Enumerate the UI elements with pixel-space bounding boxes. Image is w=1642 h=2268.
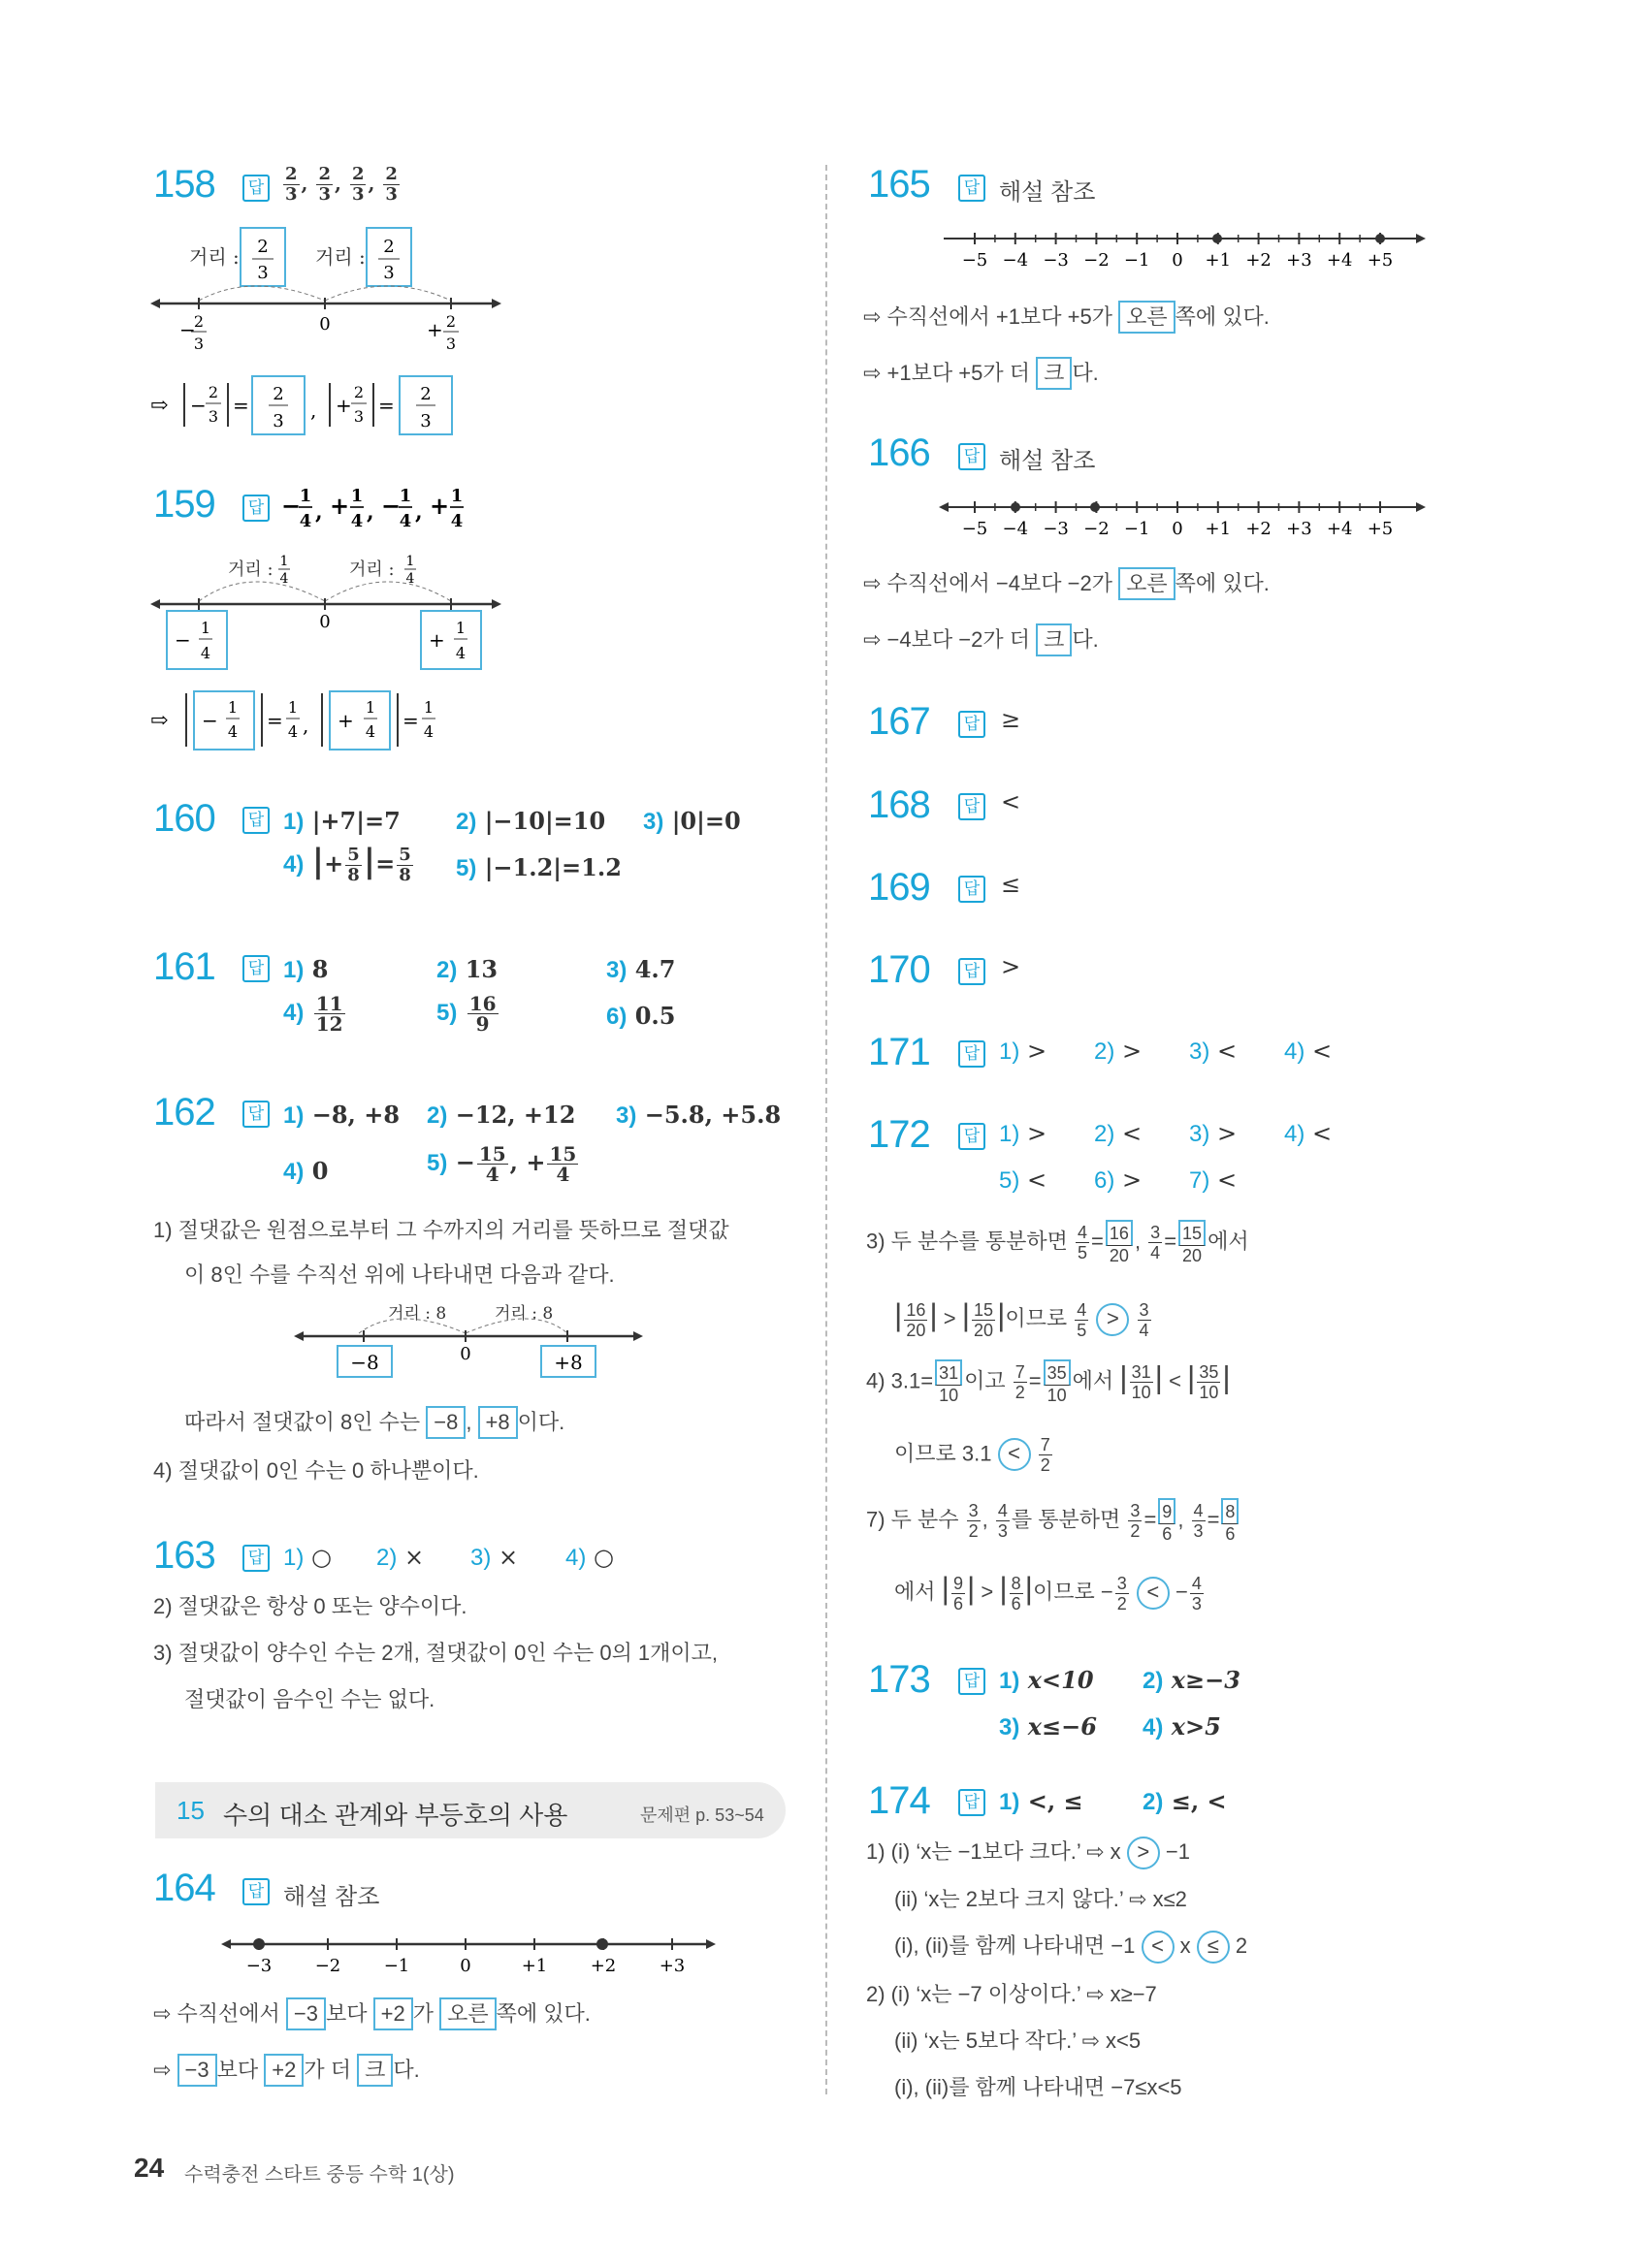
svg-text:2: 2 (353, 383, 365, 401)
problem-165-number: 165 (868, 163, 930, 206)
p173-item-2: 2) x≥−3 (1143, 1666, 1240, 1694)
svg-text:0: 0 (319, 314, 331, 335)
svg-text:1: 1 (279, 554, 289, 569)
svg-text:+: + (429, 628, 445, 652)
p171-item-1: 1) > (999, 1038, 1047, 1065)
svg-text:4: 4 (450, 511, 464, 531)
tick-label: −5 (961, 250, 988, 271)
svg-text:4: 4 (200, 644, 211, 662)
problem-166-number: 166 (868, 431, 930, 474)
p161-item-3: 3) 4.7 (606, 955, 676, 983)
p161-item-1: 1) 8 (283, 955, 329, 983)
p174-item-2: 2) ≤, < (1143, 1787, 1227, 1815)
p166-line-1: ⇨ 수직선에서 −4보다 −2가 오른 쪽에 있다. (863, 567, 1270, 600)
p172-item-4: 4) < (1284, 1120, 1333, 1147)
answer-badge: 답 (242, 955, 270, 982)
svg-text:⇨: ⇨ (150, 394, 169, 418)
p165-line-1: ⇨ 수직선에서 +1보다 +5가 오른 쪽에 있다. (863, 301, 1270, 334)
svg-text:1: 1 (299, 486, 312, 506)
tick-label: −3 (245, 1956, 273, 1976)
p158-number-line (145, 218, 514, 364)
p174-line-4: 2) (i) ‘x는 −7 이상이다.’ ⇨ x≥−7 (866, 1982, 1157, 2006)
p159-number-line (145, 548, 514, 674)
answer-badge: 답 (958, 711, 985, 738)
p161-item-4: 4) $\frac{11}{12}$ (283, 992, 343, 1036)
p158-answer: $\frac{2}{3}$ , $\frac{2}{3}$ , $\frac{2}{3}$ , $\frac{2}{3}$ (285, 164, 398, 205)
p161-item-2: 2) 13 (436, 955, 499, 983)
section-number: 15 (177, 1796, 205, 1825)
p172-item-1: 1) > (999, 1120, 1047, 1147)
answer-badge: 답 (242, 175, 270, 202)
p172-exp3-line2: | $\frac{16}{20}$ | > | $\frac{15}{20}$ |이므로 $\frac{4}{5}$ > $\frac{3}{4}$ (894, 1297, 1149, 1340)
p164-number-line (218, 1925, 723, 1983)
svg-text:1: 1 (287, 698, 299, 717)
svg-text:1: 1 (200, 619, 211, 637)
svg-text:,: , (315, 499, 323, 525)
svg-text:−: − (175, 628, 191, 652)
svg-text:2: 2 (445, 312, 457, 331)
svg-text:2: 2 (420, 384, 432, 404)
svg-text:4: 4 (227, 722, 239, 741)
p172-exp4-line1: 4) 3.1= $\frac{31}{10}$ 이고 $\frac{7}{2}$ = $\frac{35}{10}$ 에서 | $\frac{31}{10}$ | < | $\frac{35}{10}$ | (866, 1359, 1231, 1405)
problem-173-number: 173 (868, 1658, 930, 1701)
p163-explanation-3a: 3) 절댓값이 양수인 수는 2개, 절댓값이 0인 수는 0의 1개이고, (153, 1641, 719, 1665)
answer-badge: 답 (958, 443, 985, 470)
p174-line-6: (i), (ii)를 함께 나타내면 −7≤x<5 (894, 2075, 1182, 2099)
svg-text:4: 4 (455, 644, 467, 662)
problem-162-number: 162 (153, 1091, 215, 1134)
svg-text:거리 : 8: 거리 : 8 (388, 1304, 447, 1324)
svg-text:2: 2 (193, 312, 205, 331)
svg-text:1: 1 (423, 698, 435, 717)
answer-badge: 답 (958, 1789, 985, 1816)
tick-label: −1 (383, 1956, 410, 1976)
svg-text:−: − (281, 492, 302, 520)
tick-label: +1 (1205, 250, 1232, 271)
p172-item-3: 3) > (1189, 1120, 1238, 1147)
svg-text:+: + (430, 492, 450, 520)
svg-text:−: − (381, 492, 402, 520)
p162-explanation-4: 4) 절댓값이 0인 수는 0 하나뿐이다. (153, 1458, 479, 1483)
svg-text:3: 3 (257, 263, 269, 283)
p162-explanation-1b: 이 8인 수를 수직선 위에 나타내면 다음과 같다. (184, 1262, 615, 1287)
tick-label: +3 (1286, 519, 1312, 539)
svg-text:4: 4 (299, 511, 312, 531)
p172-exp3-line1: 3) 두 분수를 통분하면 $\frac{4}{5}$ = $\frac{16}{20}$ , $\frac{3}{4}$ = $\frac{15}{20}$ 에서 (866, 1220, 1249, 1265)
p174-item-1: 1) <, ≤ (999, 1787, 1083, 1815)
p171-item-2: 2) > (1094, 1038, 1143, 1065)
tick-label: −3 (1043, 519, 1069, 539)
answer-badge: 답 (242, 1878, 270, 1905)
page-number: 24 (134, 2153, 165, 2183)
p165-line-2: ⇨ +1보다 +5가 더 크 다. (863, 357, 1099, 390)
p161-item-6: 6) 0.5 (606, 1002, 676, 1030)
p160-item-4: 4) |+ $\frac{5}{8}$ |= $\frac{5}{8}$ (283, 842, 411, 885)
svg-text:거리 :: 거리 : (349, 559, 395, 580)
svg-text:=: = (402, 709, 419, 732)
svg-text:1: 1 (350, 486, 364, 506)
svg-text:,: , (415, 499, 423, 525)
svg-text:+: + (336, 394, 352, 417)
answer-badge: 답 (958, 876, 985, 903)
p158-abs-values (145, 368, 533, 446)
svg-text:0: 0 (319, 612, 331, 632)
svg-text:4: 4 (405, 571, 415, 587)
svg-text:2: 2 (208, 383, 219, 401)
answer-badge: 답 (242, 807, 270, 834)
column-divider (825, 165, 827, 2094)
tick-label: +2 (1245, 250, 1272, 271)
p172-exp4-line2: 이므로 3.1 < $\frac{7}{2}$ (894, 1435, 1050, 1475)
p172-item-6: 6) > (1094, 1166, 1143, 1194)
p164-answer: 해설 참조 (283, 1884, 380, 1910)
p163-item-1: 1) ○ (283, 1544, 332, 1571)
svg-text:4: 4 (350, 511, 364, 531)
p172-item-7: 7) < (1189, 1166, 1238, 1194)
p159-answer (276, 480, 529, 538)
problem-174-number: 174 (868, 1779, 930, 1822)
svg-text:3: 3 (353, 407, 365, 426)
tick-label: 0 (1172, 250, 1183, 271)
svg-text:4: 4 (423, 722, 435, 741)
answer-badge: 답 (242, 1101, 270, 1128)
svg-text:4: 4 (279, 571, 289, 587)
p163-item-2: 2) × (376, 1544, 425, 1571)
svg-text:−: − (179, 318, 196, 341)
problem-163-number: 163 (153, 1534, 215, 1577)
p172-exp7-line2: 에서 | $\frac{9}{6}$ | > | $\frac{8}{6}$ |이므로 − $\frac{3}{2}$ < − $\frac{4}{3}$ (894, 1571, 1202, 1613)
problem-164-number: 164 (153, 1867, 215, 1909)
svg-text:1: 1 (227, 698, 239, 717)
p163-item-3: 3) × (470, 1544, 519, 1571)
tick-label: −5 (961, 519, 988, 539)
svg-text:3: 3 (273, 411, 284, 431)
tick-label: −2 (1083, 519, 1110, 539)
problem-161-number: 161 (153, 945, 215, 988)
svg-text:거리 :: 거리 : (315, 245, 366, 269)
p167-answer: ≥ (1001, 706, 1021, 733)
svg-text:1: 1 (450, 486, 464, 506)
svg-text:⇨: ⇨ (150, 709, 169, 733)
svg-text:+: + (330, 492, 350, 520)
tick-label: +4 (1326, 519, 1353, 539)
tick-label: +1 (1205, 519, 1232, 539)
svg-text:+: + (338, 709, 354, 732)
tick-label: −3 (1043, 250, 1069, 271)
tick-label: 0 (460, 1956, 471, 1976)
svg-text:0: 0 (460, 1344, 471, 1364)
p172-item-5: 5) < (999, 1166, 1047, 1194)
section-header (155, 1782, 786, 1838)
problem-160-number: 160 (153, 797, 215, 840)
svg-text:3: 3 (420, 411, 432, 431)
p164-line-2: ⇨ −3 보다 +2 가 더 크 다. (153, 2054, 420, 2087)
problem-172-number: 172 (868, 1113, 930, 1156)
svg-text:,: , (303, 714, 309, 737)
tick-label: −2 (1083, 250, 1110, 271)
svg-text:=: = (233, 394, 249, 417)
svg-text:3: 3 (383, 263, 395, 283)
svg-text:2: 2 (257, 237, 269, 257)
svg-text:3: 3 (208, 407, 219, 426)
p166-line-2: ⇨ −4보다 −2가 더 크 다. (863, 623, 1099, 656)
tick-label: −2 (314, 1956, 341, 1976)
section-title: 수의 대소 관계와 부등호의 사용 (223, 1801, 568, 1830)
svg-text:+8: +8 (554, 1351, 583, 1374)
p169-answer: ≤ (1001, 871, 1021, 898)
tick-label: +4 (1326, 250, 1353, 271)
answer-badge: 답 (242, 1545, 270, 1572)
p162-item-2: 2) −12, +12 (427, 1101, 576, 1129)
p162-item-5: 5) − $\frac{15}{4}$ , + $\frac{15}{4}$ (427, 1142, 577, 1186)
svg-text:4: 4 (399, 511, 412, 531)
p173-item-1: 1) x<10 (999, 1666, 1094, 1694)
svg-text:4: 4 (365, 722, 376, 741)
problem-169-number: 169 (868, 866, 930, 909)
svg-text:4: 4 (287, 722, 299, 741)
p171-item-4: 4) < (1284, 1038, 1333, 1065)
p162-explanation-1c: 따라서 절댓값이 8인 수는 −8 , +8 이다. (184, 1406, 564, 1439)
p166-number-line (936, 490, 1431, 548)
tick-label: 0 (1172, 519, 1183, 539)
answer-badge: 답 (958, 175, 985, 202)
p163-explanation-2: 2) 절댓값은 항상 0 또는 양수이다. (153, 1594, 467, 1618)
p171-item-3: 3) < (1189, 1038, 1238, 1065)
p172-exp7-line1: 7) 두 분수 $\frac{3}{2}$ , $\frac{4}{3}$ 를 통분하면 $\frac{3}{2}$ = $\frac{9}{6}$ , $\frac{4}{3}$ = $\frac{8}{6}$ (866, 1498, 1240, 1544)
p162-item-3: 3) −5.8, +5.8 (616, 1101, 782, 1129)
tick-label: +3 (659, 1956, 686, 1976)
dist-label: 거리 : (228, 559, 274, 580)
p173-item-3: 3) x≤−6 (999, 1712, 1097, 1741)
p161-item-5: 5) $\frac{16}{9}$ (436, 992, 497, 1036)
svg-text:2: 2 (383, 237, 395, 257)
answer-badge: 답 (958, 958, 985, 985)
svg-text:−: − (202, 709, 218, 732)
svg-text:1: 1 (405, 554, 415, 569)
svg-text:1: 1 (365, 698, 376, 717)
p162-item-4: 4) 0 (283, 1157, 329, 1185)
tick-label: +2 (1245, 519, 1272, 539)
tick-label: +3 (1286, 250, 1312, 271)
p162-number-line (291, 1299, 650, 1387)
p166-answer: 해설 참조 (999, 448, 1096, 474)
svg-text:거리 : 8: 거리 : 8 (495, 1304, 554, 1324)
svg-text:1: 1 (399, 486, 412, 506)
p160-item-5: 5) |−1.2|=1.2 (456, 853, 622, 881)
problem-171-number: 171 (868, 1031, 930, 1073)
p174-line-2: (ii) ‘x는 2보다 크지 않다.’ ⇨ x≤2 (894, 1887, 1187, 1911)
answer-badge: 답 (958, 793, 985, 820)
svg-text:=: = (378, 394, 395, 417)
p162-item-1: 1) −8, +8 (283, 1101, 401, 1129)
problem-158-number: 158 (153, 163, 215, 206)
p172-item-2: 2) < (1094, 1120, 1143, 1147)
p160-item-2: 2) |−10|=10 (456, 807, 606, 835)
p163-explanation-3b: 절댓값이 음수인 수는 없다. (184, 1687, 435, 1711)
problem-168-number: 168 (868, 783, 930, 826)
svg-text:+: + (427, 318, 443, 341)
book-title: 수력충전 스타트 중등 수학 1(상) (184, 2164, 455, 2186)
p159-abs-values (145, 684, 533, 761)
p165-number-line (936, 221, 1431, 279)
tick-label: −1 (1123, 250, 1150, 271)
p160-item-3: 3) |0|=0 (643, 807, 741, 835)
p162-explanation-1a: 1) 절댓값은 원점으로부터 그 수까지의 거리를 뜻하므로 절댓값 (153, 1218, 729, 1242)
svg-text:=: = (267, 709, 283, 732)
p168-answer: < (1001, 788, 1021, 815)
svg-text:−: − (190, 394, 207, 417)
svg-text:3: 3 (445, 335, 457, 353)
answer-badge: 답 (958, 1040, 985, 1068)
svg-text:3: 3 (193, 335, 205, 353)
dist-label: 거리 : (189, 245, 240, 269)
tick-label: +1 (521, 1956, 548, 1976)
p164-line-1: ⇨ 수직선에서 −3 보다 +2 가 오른 쪽에 있다. (153, 1997, 591, 2030)
answer-badge: 답 (242, 495, 270, 522)
answer-badge: 답 (958, 1123, 985, 1150)
answer-badge: 답 (958, 1668, 985, 1695)
svg-text:2: 2 (273, 384, 284, 404)
p173-item-4: 4) x>5 (1143, 1712, 1221, 1741)
problem-167-number: 167 (868, 700, 930, 743)
svg-text:,: , (310, 399, 317, 422)
svg-text:,: , (367, 499, 374, 525)
p174-line-3: (i), (ii)를 함께 나타내면 −1 < x ≤ 2 (894, 1930, 1247, 1964)
tick-label: +2 (590, 1956, 617, 1976)
p170-answer: > (1001, 953, 1021, 980)
p174-line-1: 1) (i) ‘x는 −1보다 크다.’ ⇨ x > −1 (866, 1836, 1190, 1869)
svg-text:1: 1 (455, 619, 467, 637)
svg-text:−8: −8 (350, 1351, 379, 1374)
p163-item-4: 4) ○ (565, 1544, 614, 1571)
problem-170-number: 170 (868, 948, 930, 991)
tick-label: −4 (1002, 519, 1029, 539)
tick-label: +5 (1367, 519, 1394, 539)
p174-line-5: (ii) ‘x는 5보다 작다.’ ⇨ x<5 (894, 2028, 1142, 2053)
tick-label: +5 (1367, 250, 1394, 271)
tick-label: −1 (1123, 519, 1150, 539)
section-ref: 문제편 p. 53~54 (640, 1805, 764, 1825)
p160-item-1: 1) |+7|=7 (283, 807, 401, 835)
problem-159-number: 159 (153, 483, 215, 526)
tick-label: −4 (1002, 250, 1029, 271)
p165-answer: 해설 참조 (999, 179, 1096, 206)
